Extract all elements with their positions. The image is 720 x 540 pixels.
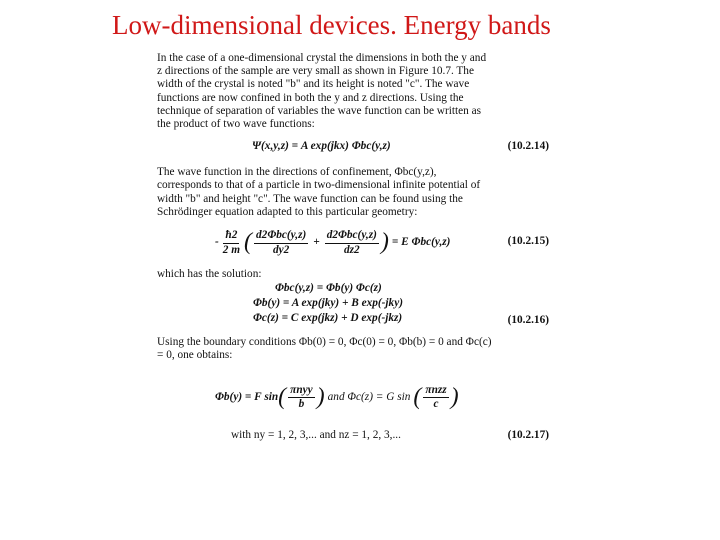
phi-c-argument bbox=[423, 384, 448, 411]
text-line: technique of separation of variables the wave function can be written as bbox=[157, 104, 482, 117]
schrodinger-equation bbox=[215, 221, 450, 265]
boundary-paragraph bbox=[157, 336, 549, 362]
text-line: Using the boundary conditions Φb(0) = 0, Φc(0) = 0, Φb(b) = 0 and Φc(c) bbox=[157, 336, 492, 349]
fraction-numerator: πnzz bbox=[423, 384, 448, 398]
fraction-denominator: dz2 bbox=[343, 243, 360, 256]
left-parenthesis: ( bbox=[413, 384, 422, 411]
equation-10-2-14 bbox=[157, 140, 549, 162]
fraction-denominator: 2 m bbox=[222, 243, 241, 256]
text-line: The wave function in the directions of confinement, Φbc(y,z), bbox=[157, 166, 437, 179]
equation-number: (10.2.14) bbox=[507, 140, 549, 153]
phi-b-lhs: Φb(y) = F sin bbox=[215, 391, 279, 404]
fraction-numerator: d2Φbc(y,z) bbox=[254, 229, 308, 243]
equation-number: (10.2.17) bbox=[507, 428, 549, 441]
solution-intro: which has the solution: bbox=[157, 268, 262, 281]
equation-10-2-16 bbox=[157, 282, 549, 327]
fraction-numerator: d2Φbc(y,z) bbox=[325, 229, 379, 243]
phi-b-argument bbox=[288, 384, 314, 411]
right-parenthesis: ) bbox=[450, 384, 459, 411]
fraction-denominator: c bbox=[433, 398, 439, 411]
text-line: In the case of a one-dimensional crystal the dimensions in both the y and bbox=[157, 52, 487, 64]
solution-line: Φbc(y,z) = Φb(y) Φc(z) bbox=[275, 282, 382, 295]
prefactor-fraction bbox=[221, 229, 242, 256]
text-line: the product of two wave functions: bbox=[157, 118, 315, 131]
solution-line: Φc(z) = C exp(jkz) + D exp(-jkz) bbox=[253, 312, 403, 325]
text-line: = 0, one obtains: bbox=[157, 349, 233, 362]
equation-expression: Ψ(x,y,z) = A exp(jkx) Φbc(y,z) bbox=[252, 140, 391, 153]
text-line: functions are now confined in both the y and z directions. Using the bbox=[157, 91, 464, 104]
intro-paragraph bbox=[157, 52, 549, 131]
equation-number: (10.2.16) bbox=[507, 314, 549, 327]
right-parenthesis: ) bbox=[380, 229, 389, 256]
left-parenthesis: ( bbox=[278, 384, 287, 411]
solution-line: Φb(y) = A exp(jky) + B exp(-jky) bbox=[253, 297, 403, 310]
text-line: Schrödinger equation adapted to this particular geometry: bbox=[157, 205, 418, 218]
textbook-excerpt bbox=[157, 52, 549, 451]
confinement-paragraph bbox=[157, 166, 549, 219]
y-derivative-fraction bbox=[254, 229, 308, 256]
minus-sign: - bbox=[215, 236, 219, 249]
fraction-denominator: dy2 bbox=[272, 243, 290, 256]
fraction-denominator: b bbox=[298, 398, 305, 411]
wavefunction-solution bbox=[215, 375, 549, 421]
text-line: width of the crystal is noted "b" and its height is noted "c". The wave bbox=[157, 78, 470, 91]
equation-number: (10.2.15) bbox=[507, 235, 549, 248]
text-line: corresponds to that of a particle in two-dimensional infinite potential of bbox=[157, 179, 481, 192]
equation-10-2-17 bbox=[157, 429, 549, 451]
right-parenthesis: ) bbox=[316, 384, 325, 411]
slide-title: Low-dimensional devices. Energy bands bbox=[112, 10, 551, 40]
quantum-numbers: with ny = 1, 2, 3,... and nz = 1, 2, 3,... bbox=[231, 428, 401, 441]
z-derivative-fraction bbox=[325, 229, 379, 256]
fraction-numerator: πnyy bbox=[288, 384, 314, 398]
plus-sign: + bbox=[313, 236, 320, 249]
text-line: width "b" and height "c". The wave function can be found using the bbox=[157, 192, 463, 205]
phi-c-lhs: and Φc(z) = G sin bbox=[327, 391, 411, 404]
text-line: z directions of the sample are very small as shown in Figure 10.7. The bbox=[157, 65, 474, 78]
fraction-numerator: ħ2 bbox=[223, 229, 239, 243]
equation-10-2-15 bbox=[157, 221, 549, 265]
left-parenthesis: ( bbox=[244, 229, 253, 256]
equation-rhs: = E Φbc(y,z) bbox=[391, 236, 451, 249]
